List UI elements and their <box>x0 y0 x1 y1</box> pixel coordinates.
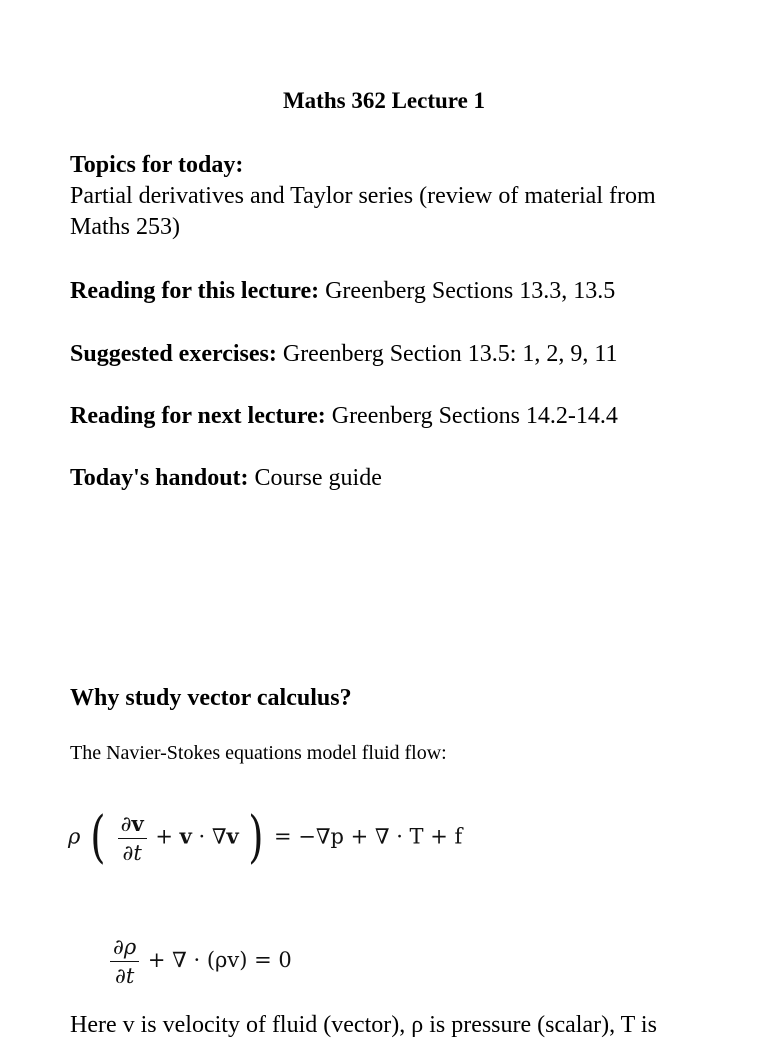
drho-dt-fraction: $\frac{\partial\rho}{\partial t}$ <box>110 935 139 988</box>
continuity-equation <box>108 935 292 988</box>
topics-text: Partial derivatives and Taylor series (review of material from Maths 253) <box>70 183 656 240</box>
reading-this-section <box>70 276 710 307</box>
why-intro: The Navier-Stokes equations model fluid flow: <box>70 742 447 764</box>
dv-dt-fraction: $\frac{\partial v}{\partial t}$ <box>118 812 147 865</box>
page-title: Maths 362 Lecture 1 <box>282 88 486 113</box>
momentum-equation: ρ ( $\frac{\partial v}{\partial t}$ + v · ∇v ) = −∇p + ∇ · T + f <box>68 805 463 870</box>
exercises-section <box>70 339 710 370</box>
why-heading: Why study vector calculus? <box>70 685 352 711</box>
reading-next-section <box>70 401 710 432</box>
reading-next-text: Greenberg Sections 14.2-14.4 <box>331 403 618 429</box>
topics-label: Topics for today: <box>70 152 244 178</box>
handout-text: Course guide <box>254 465 382 491</box>
handout-label: Today's handout: <box>70 465 249 491</box>
reading-next-label: Reading for next lecture: <box>70 403 326 429</box>
momentum-rhs: = −∇p + ∇ · T + f <box>273 824 463 849</box>
exercises-text: Greenberg Section 13.5: 1, 2, 9, 11 <box>282 341 618 367</box>
topics-section <box>70 150 710 243</box>
reading-this-text: Greenberg Sections 13.3, 13.5 <box>325 278 616 304</box>
cutoff-text-line: Here v is velocity of fluid (vector), ρ is pressure (scalar), T is <box>70 1012 657 1038</box>
handout-section <box>70 463 710 494</box>
continuity-rhs: + ∇ · (ρv) = 0 <box>147 948 292 972</box>
reading-this-label: Reading for this lecture: <box>70 278 320 304</box>
exercises-label: Suggested exercises: <box>70 341 277 367</box>
